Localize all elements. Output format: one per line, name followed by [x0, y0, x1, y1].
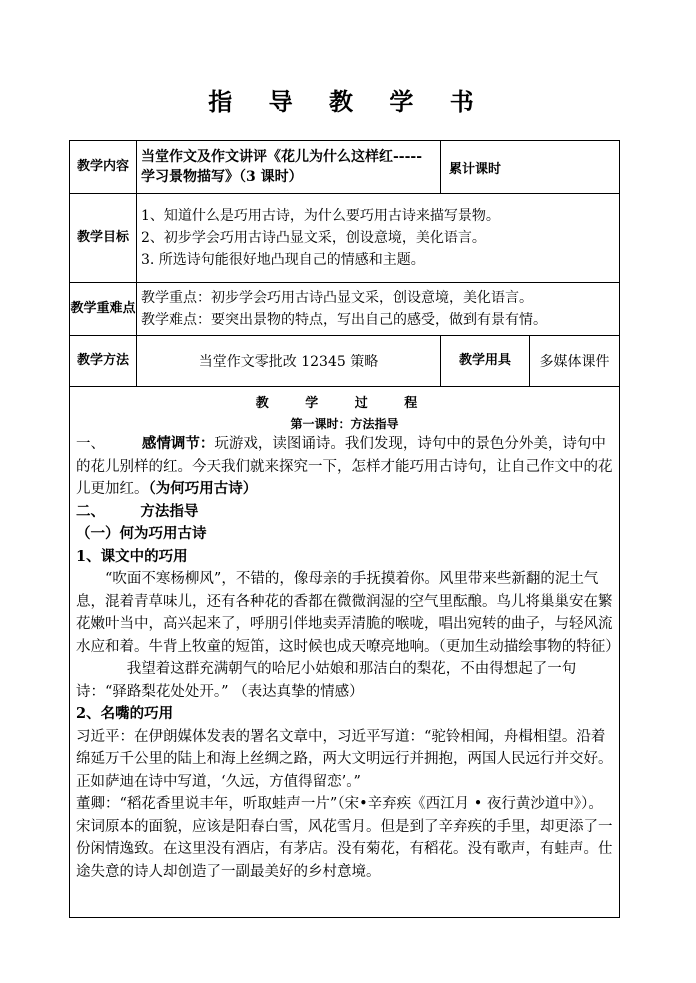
- process-cell: [70, 387, 620, 918]
- section-2-number: 二、: [76, 502, 105, 520]
- lesson-heading: 第一课时：方法指导: [290, 417, 399, 431]
- item-2: 2、名嘴的巧用: [76, 705, 174, 722]
- item-1: 1、课文中的巧用: [76, 547, 188, 565]
- goals-cell: [137, 194, 620, 283]
- difficulty-point: 教学难点：要突出景物的特点，写出自己的感受，做到有景有情。: [141, 312, 547, 328]
- section-1-number: 一、: [76, 436, 105, 452]
- method-label: 教学方法: [70, 336, 137, 387]
- tools-text: 多媒体课件: [530, 336, 620, 387]
- section-2: [76, 501, 613, 524]
- process-heading: 教 学 过 程: [255, 396, 434, 411]
- paragraph-3: 习近平：在伊朗媒体发表的署名文章中，习近平写道：“驼铃相闻，舟楫相望。沿着绵延万千公里的陆上和海上丝绸之路，两大文明远行并拥抱，两国人民远行并交好。正如萨迪在诗中写道，‘久远，方值得留恋’。”: [76, 728, 613, 790]
- section-1-note: （为何巧用古诗）: [148, 480, 258, 497]
- method-text: 当堂作文零批改 12345 策略: [137, 336, 441, 387]
- section-1: [76, 433, 613, 501]
- goals-label: 教学目标: [70, 194, 137, 283]
- page-title: 指 导 教 学 书: [208, 87, 488, 116]
- paragraph-4: 董卿：“稻花香里说丰年，听取蛙声一片”（宋•辛弃疾《西江月 • 夜行黄沙道中》）。宋词原本的面貌，应该是阳春白雪，风花雪月。但是到了辛弃疾的手里，却更添了一份闲情逸致。在这里没有酒店，有茅店。没有菊花，有稻花。没有歌声，有蛙声。仕途失意的诗人却创造了一副最美好的乡村意境。: [76, 796, 613, 880]
- paragraph-2: 我望着这群充满朝气的哈尼小姑娘和那洁白的梨花，不由得想起了一句诗：“驿路梨花处处开。” （表达真挚的情感）: [76, 661, 577, 700]
- goal-item: 3. 所选诗句能很好地凸现自己的情感和主题。: [141, 252, 425, 268]
- subsection-1: （一）何为巧用古诗: [76, 525, 207, 542]
- tools-label: 教学用具: [441, 336, 530, 387]
- section-1-title: 感情调节：: [141, 435, 215, 452]
- topic-text: 当堂作文及作文讲评《花儿为什么这样红----- 学习景物描写》（3 课时）: [137, 141, 441, 194]
- key-cell: [137, 283, 620, 336]
- section-2-title: 方法指导: [140, 502, 199, 520]
- key-label: 教学重难点: [70, 283, 137, 336]
- goal-item: 1、知道什么是巧用古诗，为什么要巧用古诗来描写景物。: [141, 208, 500, 224]
- goal-item: 2、初步学会巧用古诗凸显文采，创设意境，美化语言。: [141, 230, 486, 246]
- lesson-plan-table: [69, 140, 620, 918]
- section-1-text: 玩游戏，读图诵诗。我们发现，诗句中的景色分外美，诗句中的花儿别样的红。今天我们就来探究一下，怎样才能巧用古诗句，让自己作文中的花儿更加红。: [76, 436, 613, 497]
- accum-hours-label: 累计课时: [441, 141, 620, 194]
- key-point: 教学重点：初步学会巧用古诗凸显文采，创设意境，美化语言。: [141, 290, 533, 306]
- paragraph-1: “吹面不寒杨柳风”，不错的，像母亲的手抚摸着你。风里带来些新翻的泥土气息，混着青草味儿，还有各种花的香都在微微润湿的空气里酝酿。鸟儿将巢巢安在繁花嫩叶当中，高兴起来了，呼朋引伴地卖弄清脆的喉咙，唱出宛转的曲子，与轻风流水应和着。牛背上牧童的短笛，这时候也成天嘹亮地响。（更加生动描绘事物的特征）: [76, 571, 620, 655]
- topic-label: 教学内容: [70, 141, 137, 194]
